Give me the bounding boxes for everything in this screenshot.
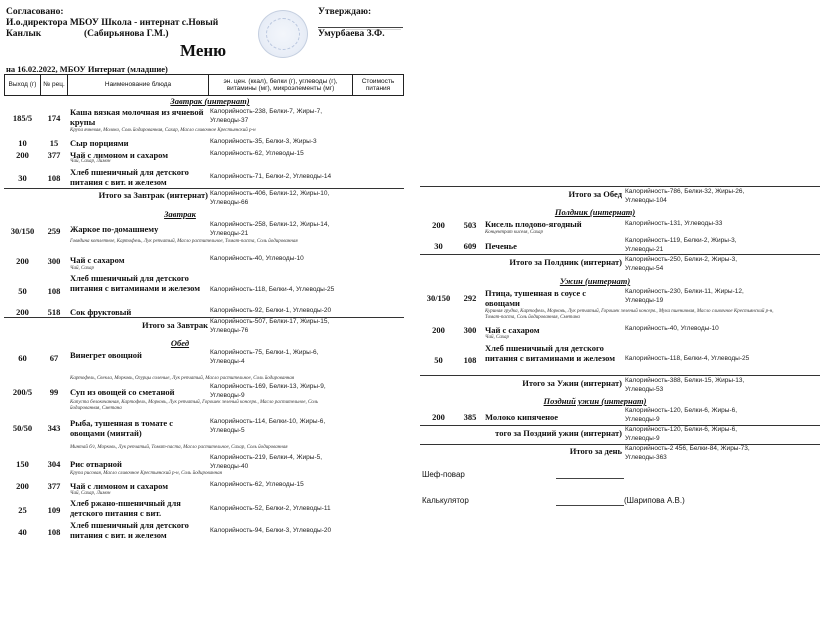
item-nutrients: Калорийность-169, Белки-13, Жиры-9, Углеводы-9 [210, 383, 326, 399]
item-nutrients: Калорийность-40, Углеводы-10 [210, 255, 304, 262]
section-total-label: того за Поздний ужин (интернат) [495, 428, 622, 438]
calculator-signature-line [556, 505, 624, 506]
item-composition: Чай, Сахар [485, 335, 509, 340]
item-dish-name: Птица, тушенная в соусе с овощами [485, 288, 587, 308]
item-recipe: 377 [47, 481, 61, 491]
item-recipe: 108 [463, 355, 477, 365]
section-total-nutrients: Калорийность-120, Белки-6, Жиры-6, Углеводы-9 [625, 426, 738, 442]
item-dish-name: Чай с лимоном и сахаром [70, 481, 169, 491]
item-yield: 150 [16, 459, 29, 469]
item-recipe: 377 [47, 150, 61, 160]
item-dish-name: Хлеб пшеничный для детского питания с вит. и железом [70, 167, 189, 187]
item-dish-name: Печенье [485, 241, 517, 251]
item-recipe: 518 [47, 307, 61, 317]
item-yield: 30/150 [10, 226, 35, 236]
item-recipe: 174 [47, 113, 61, 123]
item-recipe: 385 [463, 412, 477, 422]
item-dish-name: Сок фруктовый [70, 307, 132, 317]
item-nutrients: Калорийность-131, Углеводы-33 [625, 220, 723, 227]
agreed-name: (Сабирьянова Г.М.) [84, 29, 169, 39]
col-header-recipe: № рец. [40, 74, 68, 96]
agreed-label: Согласовано: [6, 7, 64, 17]
item-yield: 50/50 [12, 423, 33, 433]
item-recipe: 343 [47, 423, 61, 433]
item-nutrients: Калорийность-114, Белки-10, Жиры-6, Углеводы-5 [210, 418, 326, 434]
item-yield: 25 [18, 505, 27, 515]
item-dish-name: Жаркое по-домашнему [70, 224, 159, 234]
section-divider [420, 186, 820, 187]
section-title: Ужин (интернат) [559, 276, 631, 286]
item-dish-name: Хлеб пшеничный для детского питания с вит. и железом [70, 520, 189, 540]
item-composition: Чай, Сахар, Лимон [70, 159, 111, 164]
item-dish-name: Хлеб пшеничный для детского питания с витаминами и железом [70, 273, 201, 293]
item-yield: 185/5 [12, 113, 33, 123]
item-recipe: 67 [49, 353, 59, 363]
item-nutrients: Калорийность-258, Белки-12, Жиры-14, Углеводы-21 [210, 221, 330, 237]
item-composition: Чай, Сахар, Лимон [70, 491, 111, 496]
item-yield: 200 [16, 150, 29, 160]
item-nutrients: Калорийность-62, Углеводы-15 [210, 150, 304, 157]
menu-date-institution: на 16.02.2022, МБОУ Интернат (младшие) [6, 64, 168, 74]
item-nutrients: Калорийность-75, Белки-1, Жиры-6, Углеводы-4 [210, 349, 319, 365]
agreed-line-1: И.о.директора МБОУ Школа - интернат с.Новый [6, 18, 219, 28]
calculator-label: Калькулятор [422, 496, 469, 505]
item-nutrients: Калорийность-119, Белки-2, Жиры-3, Углеводы-21 [625, 237, 737, 253]
item-dish-name: Рыба, тушенная в томате с овощами (минтай) [70, 418, 174, 438]
item-dish-name: Чай с сахаром [70, 255, 125, 265]
section-total-nutrients: Калорийность-406, Белки-12, Жиры-10, Углеводы-66 [210, 190, 330, 206]
item-recipe: 300 [47, 256, 61, 266]
item-recipe: 503 [463, 220, 477, 230]
item-nutrients: Калорийность-118, Белки-4, Углеводы-25 [210, 286, 335, 293]
calculator-name: (Шарипова А.В.) [624, 496, 685, 505]
item-nutrients: Калорийность-62, Углеводы-15 [210, 481, 304, 488]
approve-name: Умурбаева З.Ф. [318, 29, 385, 39]
item-yield: 50 [434, 355, 443, 365]
item-composition: Капуста белокочанная, Картофель, Морковь, Лук репчатый, Горошек зеленый консерв., Масло растительное, Соль йодированная, Сметана [70, 400, 319, 411]
item-dish-name: Хлеб ржано-пшеничный для детского питания с вит. [70, 498, 181, 518]
item-dish-name: Чай с лимоном и сахаром [70, 150, 169, 160]
section-title: Завтрак (интернат) [170, 96, 250, 106]
item-yield: 200 [432, 412, 445, 422]
item-recipe: 304 [47, 459, 61, 469]
item-recipe: 109 [47, 505, 61, 515]
section-total-label: Итого за Обед [568, 189, 622, 199]
item-recipe: 292 [463, 293, 477, 303]
item-yield: 200 [16, 256, 29, 266]
item-composition: Крупа рисовая, Масло сливочное Крестьянский р-н, Соль йодированная [70, 471, 222, 476]
item-yield: 200 [16, 307, 29, 317]
item-nutrients: Калорийность-40, Углеводы-10 [625, 325, 719, 332]
item-recipe: 108 [47, 527, 61, 537]
item-dish-name: Винегрет овощной [70, 350, 142, 360]
item-nutrients: Калорийность-120, Белки-6, Жиры-6, Углеводы-9 [625, 407, 738, 423]
item-dish-name: Суп из овощей со сметаной [70, 387, 175, 397]
section-title: Завтрак [164, 209, 196, 219]
chef-label: Шеф-повар [422, 470, 465, 479]
section-divider [4, 188, 404, 189]
item-yield: 200 [432, 220, 445, 230]
item-yield: 30 [434, 241, 443, 251]
section-title: Полдник (интернат) [554, 207, 636, 217]
day-total-label: Итого за день [569, 446, 622, 456]
day-total-nutrients: Калорийность-2 456, Белки-84, Жиры-73, Углеводы-363 [625, 445, 750, 461]
item-yield: 200 [432, 325, 445, 335]
item-yield: 10 [18, 138, 27, 148]
item-dish-name: Кисель плодово-ягодный [485, 219, 582, 229]
section-total-label: Итого за Завтрак [141, 320, 208, 330]
item-nutrients: Калорийность-52, Белки-2, Углеводы-11 [210, 505, 331, 512]
official-stamp [258, 10, 308, 58]
item-yield: 30/150 [426, 293, 451, 303]
item-nutrients: Калорийность-230, Белки-11, Жиры-12, Углеводы-19 [625, 288, 744, 304]
section-divider [420, 375, 820, 376]
section-total-nutrients: Калорийность-786, Белки-32, Жиры-26, Углеводы-104 [625, 188, 745, 204]
section-divider [420, 254, 820, 255]
approve-signature-line [318, 27, 403, 28]
item-composition: Чай, Сахар [70, 266, 94, 271]
item-composition: Куриная грудка, Картофель, Морковь, Лук репчатый, Горошек зеленый консерв., Мука пшеничная, Масло сливочное Крестьянский р-н, Томат-паста, Соль йодированная, Сметана [485, 309, 774, 320]
item-nutrients: Калорийность-118, Белки-4, Углеводы-25 [625, 355, 750, 362]
item-recipe: 108 [47, 173, 61, 183]
item-nutrients: Калорийность-92, Белки-1, Углеводы-20 [210, 307, 332, 314]
item-yield: 200 [16, 481, 29, 491]
col-header-cost: Стоимость питания [352, 74, 404, 96]
section-total-label: Итого за Ужин (интернат) [522, 378, 622, 388]
item-recipe: 108 [47, 286, 61, 296]
item-yield: 60 [18, 353, 27, 363]
item-dish-name: Сыр порциями [70, 138, 129, 148]
section-total-nutrients: Калорийность-388, Белки-15, Жиры-13, Углеводы-53 [625, 377, 745, 393]
item-dish-name: Каша вязкая молочная из ячневой крупы [70, 107, 204, 127]
item-nutrients: Калорийность-35, Белки-3, Жиры-3 [210, 138, 317, 145]
section-total-label: Итого за Полдник (интернат) [509, 257, 622, 267]
col-header-dish: Наименование блюда [67, 74, 209, 96]
approve-label: Утверждаю: [318, 7, 372, 17]
item-composition: Картофель, Свекла, Морковь, Огурцы соленые, Лук репчатый, Масло растительное, Соль йодированная [70, 376, 295, 381]
page-title: Меню [180, 41, 227, 60]
item-recipe: 259 [47, 226, 61, 236]
item-dish-name: Рис отварной [70, 459, 122, 469]
item-dish-name: Молоко кипяченое [485, 412, 559, 422]
section-total-label: Итого за Завтрак (интернат) [98, 190, 208, 200]
item-recipe: 15 [49, 138, 59, 148]
section-total-nutrients: Калорийность-250, Белки-2, Жиры-3, Углеводы-54 [625, 256, 738, 272]
item-yield: 50 [18, 286, 27, 296]
item-nutrients: Калорийность-219, Белки-4, Жиры-5, Углеводы-40 [210, 454, 323, 470]
item-recipe: 609 [463, 241, 477, 251]
item-yield: 30 [18, 173, 27, 183]
item-yield: 200/5 [12, 387, 33, 397]
item-recipe: 99 [49, 387, 59, 397]
col-header-yield: Выход (г) [4, 74, 41, 96]
item-yield: 40 [18, 527, 27, 537]
item-composition: Минтай б/г, Морковь, Лук репчатый, Томат-паста, Масло растительное, Сахар, Соль йодированная [70, 445, 288, 450]
item-dish-name: Хлеб пшеничный для детского питания с витаминами и железом [485, 343, 616, 363]
section-title: Обед [170, 338, 190, 348]
item-composition: Концентрат киселя, Сахар [485, 230, 544, 235]
item-composition: Крупа ячневая, Молоко, Соль йодированная, Сахар, Масло сливочное Крестьянский р-н [70, 128, 256, 133]
chef-signature-line [556, 478, 624, 479]
section-title: Поздний ужин (интернат) [543, 396, 647, 406]
item-recipe: 300 [463, 325, 477, 335]
stamp-inner-ring [266, 18, 300, 50]
item-nutrients: Калорийность-71, Белки-2, Углеводы-14 [210, 173, 332, 180]
agreed-line-2: Канлык [6, 29, 42, 39]
col-header-nutrients: эн. цен. (ккал), белки (г), углеводы (г), витамины (мг), микроэлементы (мг) [208, 74, 353, 96]
item-composition: Говядина котлетное, Картофель, Лук репчатый, Масло растительное, Томат-паста, Соль йодированная [70, 239, 298, 244]
section-total-nutrients: Калорийность-507, Белки-17, Жиры-15, Углеводы-76 [210, 318, 330, 334]
item-dish-name: Чай с сахаром [485, 325, 540, 335]
item-nutrients: Калорийность-238, Белки-7, Жиры-7, Углеводы-37 [210, 108, 323, 124]
item-nutrients: Калорийность-94, Белки-3, Углеводы-20 [210, 527, 332, 534]
